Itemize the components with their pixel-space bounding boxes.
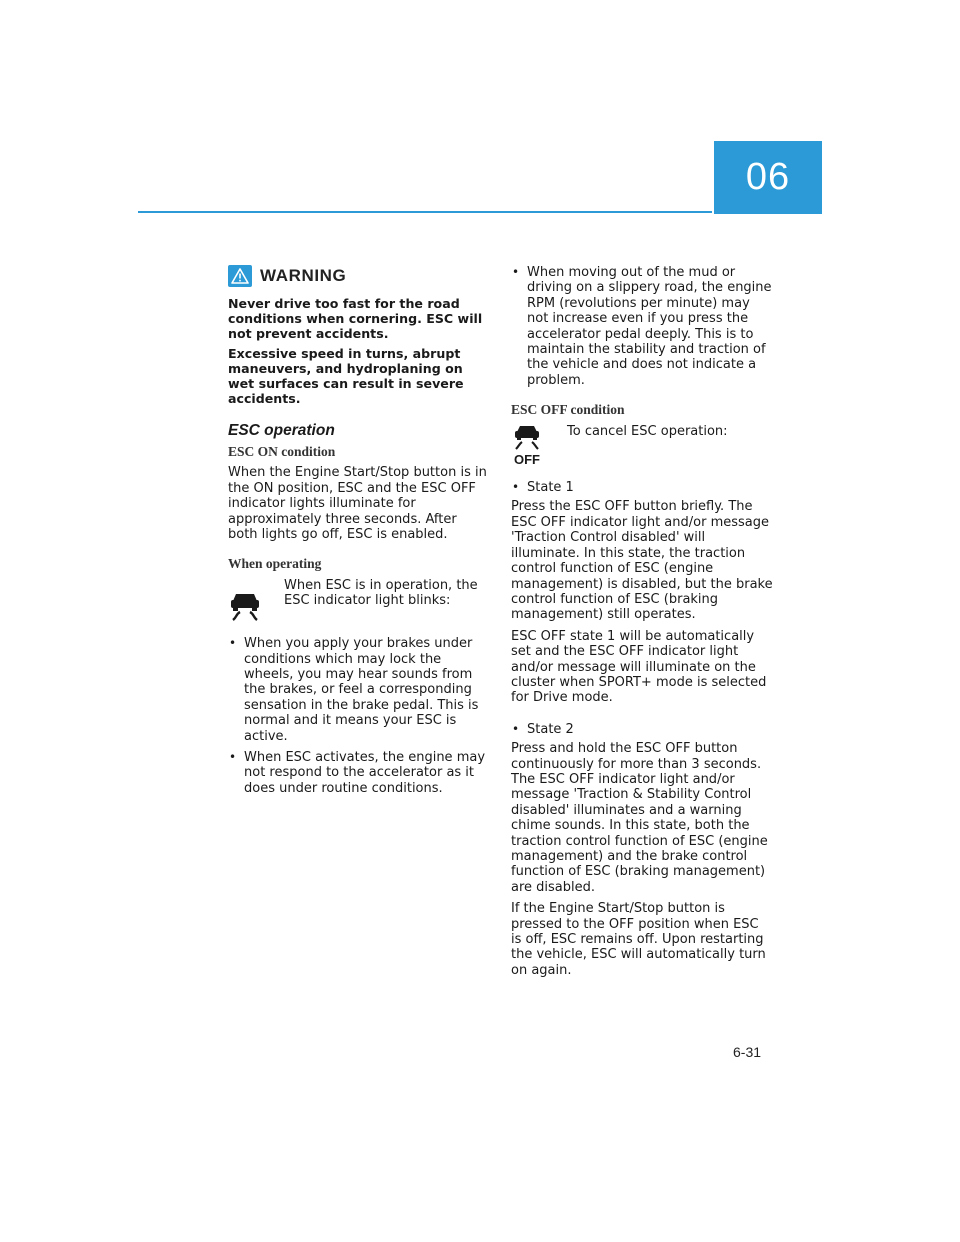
subsection-title-on: ESC ON condition	[228, 443, 336, 459]
operating-bullet-list-cont	[511, 265, 773, 388]
operating-icon-text: When ESC is in operation, the ESC indicator light blinks:	[284, 577, 478, 609]
state2-paragraph: Press and hold the ESC OFF button continuously for more than 3 seconds. The ESC OFF indicator light and/or message 'Traction & Stability Control disabled' illuminates and a warning chime sounds. In this state, both the traction control function of ESC (engine management) and the brake control function of ESC (braking management) are disabled.	[511, 741, 768, 895]
list-item: • When you apply your brakes under conditions which may lock the wheels, you may hear sounds from the brakes, or feel a corresponding sensation in the brake pedal. This is normal and it means your ESC is active.	[228, 636, 490, 744]
operating-icon-row	[228, 578, 490, 626]
chapter-tab: 06	[714, 141, 822, 214]
esc-on-text: When the Engine Start/Stop button is in the ON position, ESC and the ESC OFF indicator lights illuminate for approximately three seconds. After both lights go off, ESC is enabled.	[228, 465, 487, 543]
warning-header	[228, 265, 490, 287]
warning-paragraph: Excessive speed in turns, abrupt maneuvers, and hydroplaning on wet surfaces can result in severe accidents.	[228, 346, 464, 406]
state1-paragraph: Press the ESC OFF button briefly. The ESC OFF indicator light and/or message 'Traction Control disabled' will illuminate. In this state, the traction control function of ESC (engine management) is disabled, but the brake control function of ESC (braking management) still operates.	[511, 499, 773, 623]
off-icon-text: To cancel ESC operation:	[567, 423, 728, 439]
operating-bullet-list	[228, 636, 490, 796]
warning-title: WARNING	[260, 266, 347, 286]
list-item: • When ESC activates, the engine may not respond to the accelerator as it does under routine conditions.	[228, 750, 490, 796]
esc-off-icon-label: OFF	[514, 451, 540, 466]
off-icon-row	[511, 424, 773, 470]
state1-label: • State 1	[511, 480, 773, 495]
header-rule	[138, 211, 712, 213]
page-number: 6-31	[733, 1044, 762, 1060]
warning-paragraph: Never drive too fast for the road conditions when cornering. ESC will not prevent accidents.	[228, 296, 483, 341]
state2-label: • State 2	[511, 722, 773, 737]
subsection-title-operating: When operating	[228, 556, 322, 572]
warning-triangle-icon	[228, 265, 252, 287]
right-column	[511, 265, 773, 984]
esc-off-indicator-icon	[511, 424, 547, 470]
list-item: • When moving out of the mud or driving on a slippery road, the engine RPM (revolutions per minute) may not increase even if you press the accelerator pedal deeply. This is to maintain the stability and traction of the vehicle and does not indicate a problem.	[511, 265, 773, 388]
subsection-title-off: ESC OFF condition	[511, 402, 625, 418]
esc-indicator-icon	[228, 578, 264, 626]
left-column	[228, 265, 490, 802]
section-title: ESC operation	[228, 421, 335, 439]
state1-paragraph: ESC OFF state 1 will be automatically set and the ESC OFF indicator light and/or message will illuminate on the cluster when SPORT+ mode is selected for Drive mode.	[511, 628, 767, 706]
state2-paragraph: If the Engine Start/Stop button is pressed to the OFF position when ESC is off, ESC remains off. Upon restarting the vehicle, ESC will automatically turn on again.	[511, 901, 766, 978]
